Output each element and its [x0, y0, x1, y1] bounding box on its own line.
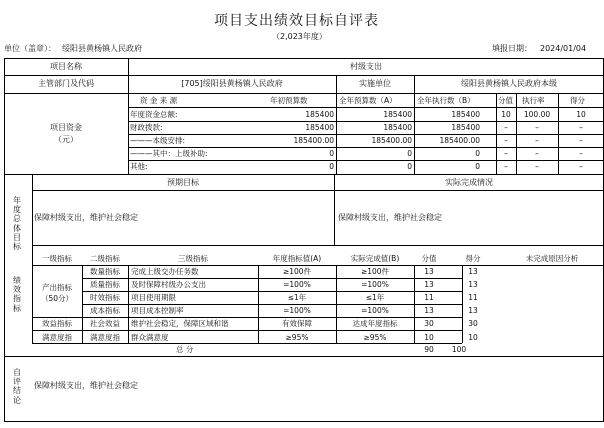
indicator-header-level2: 二级指标 [90, 254, 120, 263]
indicator-score: 11 [468, 293, 478, 302]
evaluation-label: 自评结论 [13, 368, 21, 405]
indicator-level2: 时效指标 [90, 293, 120, 302]
funds-header-executed: 全年执行数（B） [417, 96, 475, 105]
fund-score: – [579, 149, 583, 158]
total-points: 90 [424, 345, 434, 354]
indicator-points: 11 [424, 293, 434, 302]
indicator-header-target: 年度指标值(A) [272, 254, 322, 263]
indicator-target: =100% [283, 306, 311, 315]
indicator-points: 30 [424, 319, 434, 328]
funds-label: 项目资金 [50, 123, 82, 132]
indicator-header-actual: 实际完成值(B) [350, 254, 400, 263]
indicator-points: 13 [424, 267, 434, 276]
indicator-score: 30 [468, 319, 478, 328]
funds-header-score: 得分 [570, 96, 585, 105]
dept-value: [705]绥阳县黄杨镇人民政府 [181, 79, 283, 88]
fund-annual: 0 [407, 162, 412, 171]
indicator-header-reason: 未完成原因分析 [525, 254, 579, 263]
funds-header-rate: 执行率 [522, 96, 545, 105]
fund-rate: – [535, 136, 539, 145]
expected-goal-header: 预期目标 [167, 178, 199, 187]
annual-goal-label: 年度总体目标 [13, 196, 21, 251]
fund-executed: 0 [475, 162, 480, 171]
indicator-score: 13 [468, 306, 478, 315]
indicator-actual: ≥95% [363, 333, 387, 342]
project-name-value: 村级支出 [350, 62, 382, 71]
year-subtitle: （2,023年度） [272, 32, 327, 41]
indicator-level2: 满意度指 [90, 333, 120, 342]
expected-goal-text: 保障村级支出，维护社会稳定 [34, 213, 138, 222]
output-indicator-points: （50分） [40, 294, 74, 303]
page-title: 项目支出绩效目标自评表 [214, 13, 379, 29]
fund-score: 10 [576, 110, 586, 119]
indicator-header-score: 得分 [465, 254, 481, 263]
indicator-points: 13 [424, 280, 434, 289]
indicator-target: =100% [283, 280, 311, 289]
indicator-target: ≥95% [285, 333, 309, 342]
fund-source: 年度资金总额: [130, 110, 178, 119]
indicator-level3: 完成上级交办任务数 [131, 267, 199, 276]
fund-score: – [579, 136, 583, 145]
indicator-level3: 群众满意度 [131, 333, 169, 342]
report-date: 2024/01/04 [540, 44, 587, 53]
indicator-level2: 社会效益 [90, 319, 120, 328]
fund-points: – [504, 149, 508, 158]
indicator-actual: 达成年度指标 [352, 319, 398, 328]
output-indicator-label: 产出指标 [42, 283, 72, 292]
project-name-label: 项目名称 [50, 62, 82, 71]
benefit-indicator-label: 效益指标 [42, 319, 72, 328]
funds-header-source: 资 金 来 源 [140, 96, 178, 105]
unit-name: 绥阳县黄杨镇人民政府 [62, 44, 142, 53]
fund-executed: 185400.00 [439, 136, 480, 145]
fund-initial: 185400 [305, 110, 334, 119]
fund-executed: 185400 [451, 110, 480, 119]
funds-header-annual: 全年预算数（A） [339, 96, 397, 105]
fund-source: ———本级安排: [130, 136, 186, 145]
indicator-level3: 项目成本控制率 [131, 306, 184, 315]
impl-label: 实施单位 [359, 79, 391, 88]
satisfaction-indicator-label: 满意度指 [42, 333, 72, 342]
funds-header-initial: 年初预算数 [270, 96, 308, 105]
fund-rate: – [535, 162, 539, 171]
fund-points: – [504, 123, 508, 132]
indicator-level2: 质量指标 [90, 280, 120, 289]
indicator-level2: 数量指标 [90, 267, 120, 276]
indicator-score: 13 [468, 267, 478, 276]
unit-label: 单位（盖章）： [4, 44, 56, 53]
fund-initial: 0 [329, 162, 334, 171]
fund-score: – [579, 162, 583, 171]
fund-source: ———其中：上级补助: [130, 149, 208, 158]
indicator-actual: ≤1年 [365, 293, 385, 302]
indicator-header-level1: 一级指标 [42, 254, 72, 263]
evaluation-text: 保障村级支出，维护社会稳定 [34, 381, 138, 390]
actual-goal-header: 实际完成情况 [445, 178, 493, 187]
indicator-actual: ≥100件 [360, 267, 390, 276]
fund-source: 财政拨款: [130, 123, 163, 132]
indicator-header-points: 分值 [421, 254, 437, 263]
indicator-score: 10 [468, 333, 478, 342]
total-score: 100 [451, 345, 467, 354]
fund-initial: 0 [329, 149, 334, 158]
fund-annual: 185400.00 [371, 136, 412, 145]
indicator-level2: 成本指标 [90, 306, 120, 315]
indicator-target: ≥100件 [282, 267, 312, 276]
indicators-label: 绩效指标 [13, 276, 21, 313]
dept-label: 主管部门及代码 [38, 79, 94, 88]
fund-annual: 185400 [383, 110, 412, 119]
fund-points: 10 [501, 110, 511, 119]
fund-score: – [579, 123, 583, 132]
indicator-points: 10 [424, 333, 434, 342]
fund-executed: 0 [475, 149, 480, 158]
indicator-level3: 及时保障村级办公支出 [131, 280, 206, 289]
fund-source: 其他: [130, 162, 148, 171]
funds-header-points: 分值 [498, 96, 513, 105]
fund-rate: 100.00 [523, 110, 551, 119]
fund-rate: – [535, 123, 539, 132]
funds-unit: （元） [54, 135, 78, 144]
total-label: 总 分 [176, 345, 194, 354]
fund-annual: 185400 [383, 123, 412, 132]
actual-goal-text: 保障村级支出，维护社会稳定 [338, 213, 442, 222]
fund-initial: 185400 [305, 123, 334, 132]
indicator-actual: =100% [361, 280, 389, 289]
indicator-score: 13 [468, 280, 478, 289]
fund-executed: 185400 [451, 123, 480, 132]
indicator-actual: =100% [361, 306, 389, 315]
report-date-label: 填报日期： [492, 44, 532, 53]
indicator-level3: 维护社会稳定，保障区域和谐 [131, 319, 229, 328]
indicator-target: ≤1年 [287, 293, 307, 302]
fund-rate: – [535, 149, 539, 158]
fund-points: – [504, 136, 508, 145]
fund-annual: 0 [407, 149, 412, 158]
fund-points: – [504, 162, 508, 171]
fund-initial: 185400.00 [293, 136, 334, 145]
indicator-target: 有效保障 [282, 319, 312, 328]
indicator-header-level3: 三级指标 [178, 254, 208, 263]
indicator-level3: 项目使用期限 [131, 293, 176, 302]
indicator-points: 13 [424, 306, 434, 315]
impl-value: 绥阳县黄杨镇人民政府本级 [461, 79, 557, 88]
